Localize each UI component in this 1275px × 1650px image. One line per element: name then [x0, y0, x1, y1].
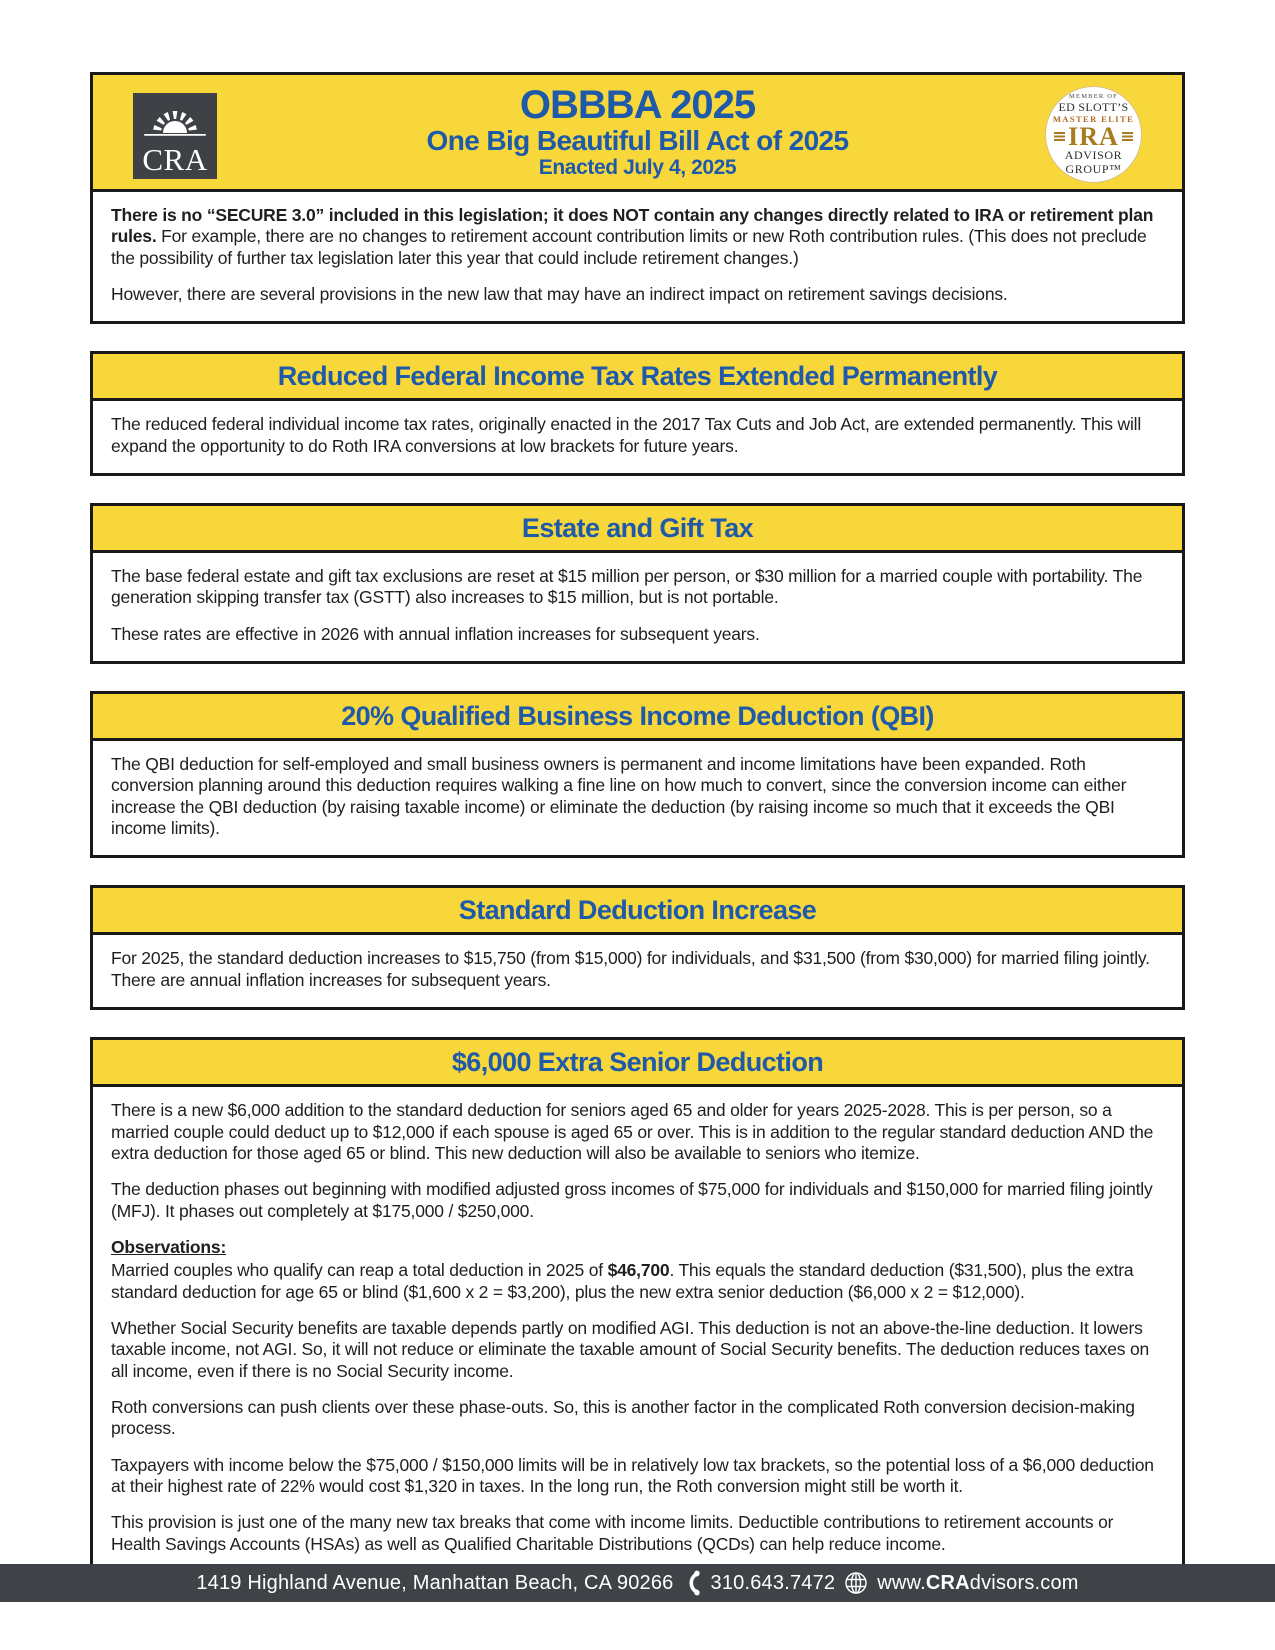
paragraph	[111, 284, 1164, 305]
sections-container	[90, 351, 1185, 1574]
paragraph	[111, 1397, 1164, 1440]
text-run: The reduced federal individual income tax rates, originally enacted in the 2017 Tax Cuts and Job Act, are extended permanently. This will expand the opportunity to do Roth IRA conversions at low brackets for future years.	[111, 414, 1142, 456]
paragraph	[111, 1237, 1164, 1258]
text-run: The QBI deduction for self-employed and small business owners is permanent and income limitations have been expanded. Roth conversion planning around this deduction requires walking a fine line on how much to convert, since the conversion income can either increase the QBI deduction (by raising taxable income) or eliminate the deduction (by raising income so much that it exceeds the QBI income limits).	[111, 754, 1127, 839]
paragraph	[111, 1318, 1164, 1382]
section-body	[93, 741, 1182, 855]
text-run: . This equals the standard deduction ($31,500), plus the extra standard deduction for age 65 or blind ($1,600 x 2 = $3,200), plus the new extra senior deduction ($6,000 x 2 = $12,000).	[111, 1260, 1134, 1302]
text-run: There is a new $6,000 addition to the standard deduction for seniors aged 65 and older for years 2025-2028. This is per person, so a married couple could deduct up to $12,000 if each spouse is aged 65 or over. This is in addition to the regular standard deduction AND the extra deduction for those aged 65 or blind. This new deduction will also be available to seniors who itemize.	[111, 1100, 1154, 1163]
badge-ed-slotts: ED SLOTT’S	[1058, 99, 1129, 114]
globe-icon	[844, 1571, 868, 1595]
page-title: OBBBA 2025	[519, 83, 756, 128]
text-run: Taxpayers with income below the $75,000 / $150,000 limits will be in relatively low tax brackets, so the potential loss of a $6,000 deduction at their highest rate of 22% would cost $1,320 in taxes. In the long run, the Roth conversion might still be worth it.	[111, 1454, 1154, 1496]
badge-bars-icon	[1054, 132, 1065, 142]
cra-logo-text: CRA	[142, 142, 208, 177]
section-box-0	[90, 351, 1185, 476]
text-run: For 2025, the standard deduction increases to $15,750 (from $15,000) for individuals, and $31,500 (from $30,000) for married filing jointly. There are annual inflation increases for subsequent years.	[111, 948, 1150, 990]
badge-member-of: MEMBER OF	[1069, 92, 1118, 100]
section-box-1	[90, 503, 1185, 664]
paragraph	[111, 754, 1164, 839]
paragraph	[111, 948, 1164, 991]
text-run: Married couples who qualify can reap a total deduction in 2025 of	[111, 1260, 608, 1281]
cra-sunburst-icon	[142, 102, 208, 143]
text-run: Roth conversions can push clients over these phase-outs. So, this is another factor in the complicated Roth conversion decision-making process.	[111, 1396, 1135, 1439]
phone-icon	[683, 1570, 702, 1596]
section-box-4	[90, 1037, 1185, 1574]
footer-address: 1419 Highland Avenue, Manhattan Beach, CA 90266	[196, 1571, 674, 1594]
footer-website-suffix: dvisors.com	[969, 1571, 1079, 1594]
text-run: The deduction phases out beginning with modified adjusted gross incomes of $75,000 for individuals and $150,000 for married filing jointly (MFJ). It phases out completely at $175,000 / $250,000.	[111, 1179, 1153, 1221]
section-title: Reduced Federal Income Tax Rates Extended Permanently	[93, 354, 1182, 401]
section-body	[93, 401, 1182, 473]
paragraph	[111, 1455, 1164, 1498]
paragraph	[111, 1100, 1164, 1164]
intro-section	[93, 192, 1182, 321]
paragraph	[111, 566, 1164, 609]
text-run: $46,700	[607, 1260, 670, 1281]
badge-ira-row	[1054, 121, 1133, 151]
badge-ira: IRA	[1068, 121, 1119, 151]
footer-website-prefix: www.	[877, 1571, 926, 1594]
paragraph	[111, 1512, 1164, 1555]
badge-advisor: ADVISOR	[1064, 148, 1123, 163]
text-run: There is no “SECURE 3.0” included in this legislation; it does NOT contain any changes directly related to IRA or retirement plan rules.	[111, 205, 1154, 247]
text-run: For example, there are no changes to retirement account contribution limits or new Roth contribution rules. (This does not preclude the possibility of further tax legislation later this year that could include retirement changes.)	[111, 226, 1147, 268]
paragraph	[111, 1260, 1164, 1303]
enacted-date: Enacted July 4, 2025	[538, 155, 737, 179]
text-run: These rates are effective in 2026 with annual inflation increases for subsequent years.	[111, 623, 760, 644]
paragraph	[111, 624, 1164, 645]
section-title: 20% Qualified Business Income Deduction (QBI)	[93, 694, 1182, 741]
footer-bar	[0, 1564, 1275, 1602]
header-box	[90, 72, 1185, 324]
ed-slott-member-badge	[1045, 86, 1142, 183]
badge-bars-icon	[1122, 132, 1133, 142]
text-run: However, there are several provisions in the new law that may have an indirect impact on retirement savings decisions.	[111, 284, 1008, 305]
header-banner	[93, 75, 1182, 192]
section-title: Standard Deduction Increase	[93, 888, 1182, 935]
footer-website	[877, 1572, 1078, 1595]
paragraph	[111, 205, 1164, 269]
badge-group: GROUP™	[1065, 161, 1122, 176]
paragraph	[111, 414, 1164, 457]
section-body	[93, 553, 1182, 661]
text-run: Observations:	[111, 1236, 227, 1257]
section-box-2	[90, 691, 1185, 858]
text-run: This provision is just one of the many new tax breaks that come with income limits. Deductible contributions to retirement accounts or Health Savings Accounts (HSAs) as well as Qualified Charitable Distributions (QCDs) can help reduce income.	[111, 1512, 1114, 1554]
paragraph	[111, 1179, 1164, 1222]
text-run: Whether Social Security benefits are taxable depends partly on modified AGI. This deduction is not an above-the-line deduction. It lowers taxable income, not AGI. So, it will not reduce or eliminate the taxable amount of Social Security benefits. The deduction reduces taxes on all income, even if there is no Social Security income.	[111, 1317, 1150, 1381]
section-body	[93, 935, 1182, 1007]
page-subtitle: One Big Beautiful Bill Act of 2025	[426, 125, 849, 157]
section-body	[93, 1087, 1182, 1571]
badge-master-elite: MASTER ELITE	[1052, 114, 1135, 125]
section-box-3	[90, 885, 1185, 1010]
cra-logo	[133, 93, 217, 179]
text-run: The base federal estate and gift tax exclusions are reset at $15 million per person, or $30 million for a married couple with portability. The generation skipping transfer tax (GSTT) also increases to $15 million, but is not portable.	[111, 566, 1143, 608]
footer-phone: 310.643.7472	[710, 1571, 836, 1594]
section-title: $6,000 Extra Senior Deduction	[93, 1040, 1182, 1087]
footer-website-bold: CRA	[925, 1571, 970, 1594]
section-title: Estate and Gift Tax	[93, 506, 1182, 553]
